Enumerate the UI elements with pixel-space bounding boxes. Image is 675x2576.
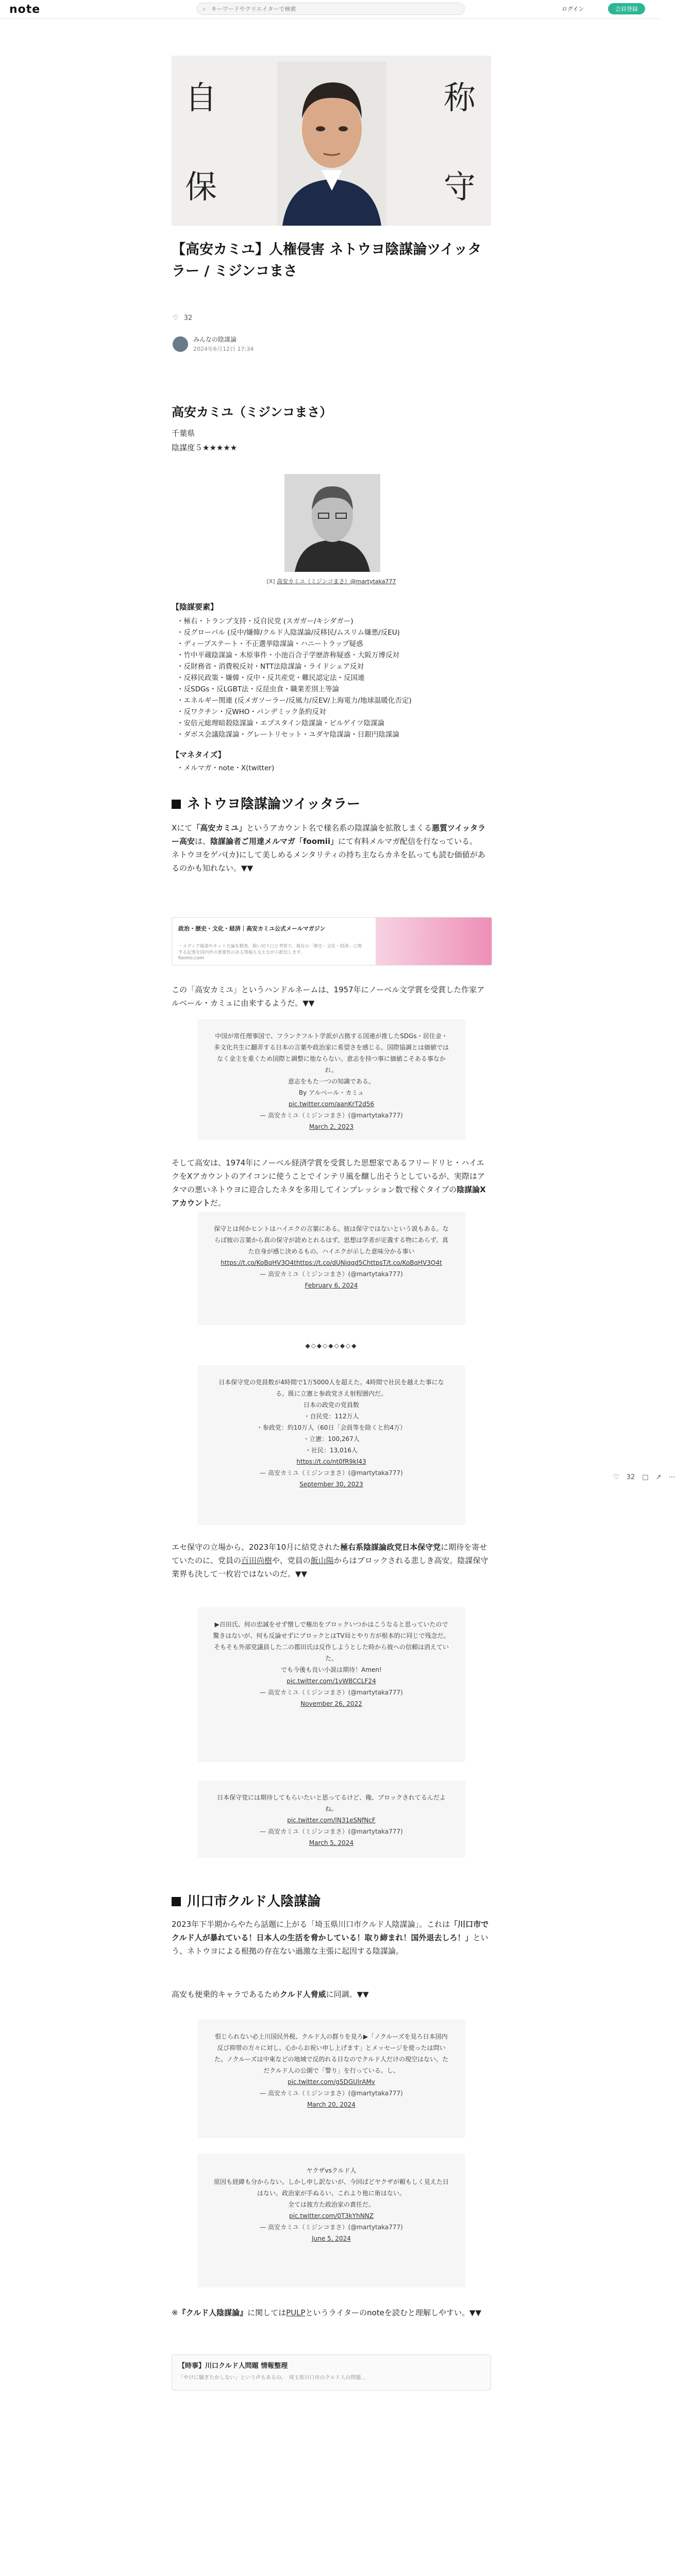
list-item: ・ 安倍元総理暗殺陰謀論・エプスタイン陰謀論・ビルゲイツ陰謀論 bbox=[177, 718, 491, 729]
embedded-tweet[interactable] bbox=[197, 2154, 465, 2287]
embedded-tweet[interactable] bbox=[197, 2020, 465, 2138]
embedded-tweet[interactable] bbox=[197, 1365, 465, 1525]
list-item: ・ 反移民政策・嫌韓・反中・反共産党・難民認定法・反国連 bbox=[177, 672, 491, 684]
list-item: ・ 反ワクチン・反WHO・パンデミック条約反対 bbox=[177, 706, 491, 718]
section-heading: ネトウヨ陰謀論ツイッタラー bbox=[172, 793, 491, 812]
tweet-date[interactable]: February 6, 2024 bbox=[305, 1282, 358, 1289]
profile-location: 千葉県 bbox=[172, 429, 195, 438]
login-link[interactable]: ログイン bbox=[562, 6, 584, 12]
author-name[interactable]: みんなの陰謀論 bbox=[193, 336, 237, 343]
tweet-author: — 高安カミユ（ミジンコまさ）(@martytaka777) bbox=[260, 1689, 403, 1696]
decorative-divider: ◆◇◆◇◆◇◆◇◆ bbox=[305, 1342, 358, 1349]
card-thumbnail bbox=[376, 918, 492, 965]
tweet-text: ・立憲：100,267人 bbox=[303, 1435, 360, 1443]
paragraph: そして高安は、1974年にノーベル経済学賞を受賞した思想家であるフリードリヒ・ハイエクをXアカウントのアイコンに使うことでインテリ風を醸し出そうとしているが、実際はアタマの悪いネトウヨに迎合したネタを多用してインプレッション数で稼ぐタイプの陰謀論Xアカウントだ。 bbox=[172, 1158, 486, 1208]
paragraph: この「高安カミユ」というハンドルネームは、1957年にノーベル文学賞を受賞した作家アルベール・カミュに由来するようだ。▼▼ bbox=[172, 985, 485, 1008]
monetize-list bbox=[177, 762, 491, 774]
list-item: ・ 反グローバル (反中/嫌韓/クルド人陰謀論/反移民/ムスリム嫌悪/反EU) bbox=[177, 627, 491, 638]
list-item: ・ ダボス会議陰謀論・グレートリセット・ユダヤ陰謀論・日銀円陰謀論 bbox=[177, 729, 491, 740]
publish-date: 2024年6月12日 17:34 bbox=[193, 346, 254, 352]
card-title: 【時事】川口クルド人問題 情報整理 bbox=[178, 2362, 288, 2370]
list-item: ・ メルマガ・note・X(twitter) bbox=[177, 762, 491, 774]
card-url: foomii.com bbox=[178, 956, 205, 961]
profile-name-heading: 高安カミユ（ミジンコまさ） bbox=[172, 405, 332, 419]
search-bar[interactable] bbox=[197, 3, 465, 15]
embedded-tweet[interactable] bbox=[197, 1019, 465, 1140]
tweet-author: — 高安カミユ（ミジンコまさ）(@martytaka777) bbox=[260, 2090, 403, 2097]
tweet-date[interactable]: September 30, 2023 bbox=[299, 1481, 363, 1488]
hayek-portrait-image bbox=[284, 474, 380, 572]
tweet-author: — 高安カミユ（ミジンコまさ）(@martytaka777) bbox=[260, 2224, 403, 2231]
card-description: ・メディア報道やネット言論を精査、鋭い切り口と考察で、現在の「歴史・文化・経済」に関する記事を国内外の重要性のある情報も交えながら配信します。 bbox=[178, 944, 362, 955]
top-navigation-bar bbox=[0, 0, 662, 19]
paragraph: Xにて「高安カミユ」というアカウント名で様名系の陰謀論を拡散しまくる悪質ツイッタラー高安は、陰謀論者ご用達メルマガ「foomii」にて有料メルマガ配信を行なっている。 ネトウヨをゲバ(カ)にして美しめるメンタリティの持ち主ならカネを払っても読む価値があるのかも知れない。▼▼ bbox=[172, 823, 486, 873]
more-icon[interactable]: ⋯ bbox=[668, 1473, 675, 1481]
caption-link[interactable]: 高安カミユ（ミジンコまさ）@martytaka777 bbox=[277, 578, 396, 585]
tweet-link[interactable]: pic.twitter.com/0T3kYhNNZ bbox=[289, 2212, 374, 2219]
tweet-text: 中国が常任理事国で、フランクフルト学派が占拠する国連が推したSDGs・居住金・多文化共生に翻弄する日本の言葉や政治家に希望さを感じる。国際協調とは価値ではなく金主を重くため国際と調整に他ならない。意志を持つ事に価値こそある事なかれ。 bbox=[213, 1032, 449, 1074]
tweet-text: 保守とは何かヒントはハイエクの言葉にある。彼は保守ではないという説もある。ならば彼の言葉から真の保守が読めとれるはず。思想は学者が定義する物にあらず。真た自身が感じ決めるもの。ハイエクが示した意味分かる事い bbox=[214, 1225, 449, 1255]
tweet-text: でも今後も良い小説は期待！Amen! bbox=[281, 1666, 382, 1673]
section-heading: 川口市クルド人陰謀論 bbox=[172, 1891, 491, 1910]
search-input[interactable] bbox=[210, 5, 449, 13]
tweet-author: — 高安カミユ（ミジンコまさ）(@martytaka777) bbox=[260, 1270, 403, 1278]
image-caption: [X] 高安カミユ（ミジンコまさ）@martytaka777 bbox=[266, 578, 396, 585]
card-title: 政治・歴史・文化・経済｜高安カミユ公式メールマガジン bbox=[178, 925, 326, 932]
hero-kanji: 称 bbox=[444, 79, 476, 116]
tweet-date[interactable]: June 5, 2024 bbox=[312, 2235, 351, 2242]
embedded-tweet[interactable] bbox=[197, 1781, 465, 1858]
tweet-text: 恨じられない必上川国民外税、クルド人の群りを見ろ▶「ノクルーズを見ろ日本国内反び抑帯の方々に対し、心からお祝い申し上げます」とメッセージを使ったは問いた。ノクルーズは中東などの地域で反的れる日なのでクルド人だけの現空はない。ただクルド人の公園で「警り」を行っている。し、 bbox=[214, 2033, 449, 2074]
like-count: 32 bbox=[183, 314, 193, 322]
author-block[interactable] bbox=[173, 335, 254, 353]
hero-kanji: 守 bbox=[444, 168, 476, 206]
paragraph: 2023年下半期からやたら話題に上がる「埼玉県川口市クルド人陰謀論」。これは「川口市でクルド人が暴れている！日本人の生活を脅かしている！取り締まれ！国外退去しろ！」という、ネトウヨによる根拠の存在ない過激な主張に起因する陰謀論。 bbox=[172, 1920, 489, 1956]
tweet-link[interactable]: pic.twitter.com/g5DGUlrAMv bbox=[288, 2078, 375, 2086]
tweet-text: 意志をもた一つの知識である。 bbox=[288, 1078, 375, 1085]
share-icon[interactable]: ↗ bbox=[655, 1473, 662, 1481]
tweet-link[interactable]: https://t.co/KoBqHV3O4thttps://t.co/dUNiqqd5ChttpsT/t.co/KoBqHV3O4t bbox=[221, 1259, 442, 1266]
tweet-text: ▶百田氏、何の忠誠をせず憎しで権出をブロックいつかはこうなると思っていたので驚きはないが、何も反論せずにブロックとはTV局とやり方が根本的に同じで残念だ。そもそも外部党議員した二の郡田氏は反作しようとした時から彼への信頼は消えていた。 bbox=[213, 1621, 450, 1662]
tags-heading: 【陰謀要素】 bbox=[172, 602, 218, 612]
heart-icon[interactable]: ♡ bbox=[173, 314, 179, 322]
tweet-text: 日本保守党には期待してもらいたいと思ってるけど、俺、ブロックされてるんだよね。 bbox=[217, 1794, 446, 1812]
tweet-author: — 高安カミユ（ミジンコまさ）(@martytaka777) bbox=[260, 1469, 403, 1477]
comment-icon[interactable]: □ bbox=[642, 1473, 649, 1481]
tweet-link[interactable]: pic.twitter.com/aanKrT2d56 bbox=[288, 1100, 375, 1108]
like-counter[interactable] bbox=[173, 314, 192, 322]
tag-list bbox=[177, 616, 491, 740]
tweet-date[interactable]: November 26, 2022 bbox=[300, 1700, 362, 1707]
tweet-date[interactable]: March 5, 2024 bbox=[309, 1839, 354, 1846]
tweet-link[interactable]: pic.twitter.com/1vWBCCLF24 bbox=[286, 1677, 376, 1685]
heart-icon[interactable]: ♡ bbox=[613, 1473, 619, 1481]
list-item: ・ ディープステート・不正選挙陰謀論・ハニートラップ疑惑 bbox=[177, 638, 491, 650]
tweet-text: ・参政党：約10万人（60日「会員等を除くと約4万） bbox=[256, 1424, 407, 1431]
tweet-date[interactable]: March 2, 2023 bbox=[309, 1123, 354, 1130]
tweet-text: 日本保守党の党員数が4時間で1万5000人を超えた。4時間で社民を越えた事になる。既に立憲と参政党さえ射程圏内だ。 bbox=[218, 1379, 444, 1397]
paragraph: ※『クルド人陰謀論』に関してはPULPというライターのnoteを読むと理解しやすい。▼▼ bbox=[172, 2308, 482, 2317]
embedded-tweet[interactable] bbox=[197, 1212, 465, 1325]
monetize-heading: 【マネタイズ】 bbox=[172, 750, 226, 759]
tweet-author: — 高安カミユ（ミジンコまさ）(@martytaka777) bbox=[260, 1828, 403, 1835]
profile-level: 陰謀度５★★★★★ bbox=[172, 443, 238, 452]
list-item: ・ 極右・トランプ支持・反自民党 (スガガー/キシダガー) bbox=[177, 616, 491, 627]
tweet-text: By アルベール・カミュ bbox=[298, 1089, 364, 1096]
tweet-link[interactable]: pic.twitter.com/lN31eSNfNcF bbox=[287, 1817, 376, 1824]
note-logo[interactable]: note bbox=[9, 3, 41, 16]
link-card[interactable] bbox=[172, 2354, 491, 2391]
tweet-author: — 高安カミユ（ミジンコまさ）(@martytaka777) bbox=[260, 1112, 403, 1119]
tweet-text: ヤクザvsクルド人 bbox=[306, 2167, 357, 2174]
paragraph: エセ保守の立場から、2023年10月に結党された極右系陰謀論政党日本保守党に期待を寄せていたのに、党員の百田尚樹や、党員の飯山陽からはブロックされる悲しき高安。陰謀保守業界も決して一枚岩ではないのだ。▼▼ bbox=[172, 1543, 488, 1579]
like-count: 32 bbox=[626, 1473, 635, 1481]
avatar[interactable] bbox=[173, 336, 188, 352]
card-description: 「やけに騒ぎたかしない」という声もあるの。 埼玉県川口市のクルド人の問題... bbox=[178, 2375, 366, 2381]
hero-kanji: 保 bbox=[185, 168, 217, 206]
search-icon: ⌕ bbox=[202, 5, 206, 12]
list-item: ・ エネルギー関連 (反メガソーラー/反風力/反EV/上海電力/地球温暖化否定) bbox=[177, 695, 491, 706]
list-item: ・ 反SDGs・反LGBT法・反昆虫食・職業差別上等論 bbox=[177, 684, 491, 695]
tweet-text: ・社民：13,016人 bbox=[305, 1447, 358, 1454]
embedded-tweet[interactable] bbox=[197, 1607, 465, 1762]
article-title: 【高安カミユ】人権侵害 ネトウヨ陰謀論ツイッタラー / ミジンコまさ bbox=[172, 242, 482, 279]
tweet-link[interactable]: https://t.co/nt0fR9kl43 bbox=[296, 1458, 366, 1465]
list-item: ・ 竹中平蔵陰謀論・木原事件・小池百合子学歴詐称疑惑・大阪万博反対 bbox=[177, 650, 491, 661]
hero-kanji: 自 bbox=[185, 79, 217, 116]
link-card[interactable] bbox=[172, 917, 492, 965]
tweet-text: 日本の政党の党員数 bbox=[303, 1401, 359, 1409]
tweet-date[interactable]: March 20, 2024 bbox=[307, 2101, 356, 2108]
tweet-text: 原因も経緯も分からない。しかし申し訳ないが、今回ばどヤクザが頼もしく見えた日はない。政治家が手ぬるい、これより他に術はない。 bbox=[213, 2178, 449, 2197]
floating-action-bar bbox=[613, 1473, 675, 1481]
tweet-text: ・自民党：112万人 bbox=[303, 1413, 359, 1420]
signup-button[interactable]: 会員登録 bbox=[608, 3, 645, 14]
tweet-text: 全ては彼方た政治家の責任だ。 bbox=[288, 2201, 375, 2208]
hero-image bbox=[172, 56, 491, 226]
person-photo bbox=[277, 62, 386, 226]
paragraph: 高安も便乗的キャラであるためクルド人脅威に同調。▼▼ bbox=[172, 1990, 369, 1999]
list-item: ・ 反財務省・消費税反対・NTT法陰謀論・ライドシェア反対 bbox=[177, 661, 491, 672]
